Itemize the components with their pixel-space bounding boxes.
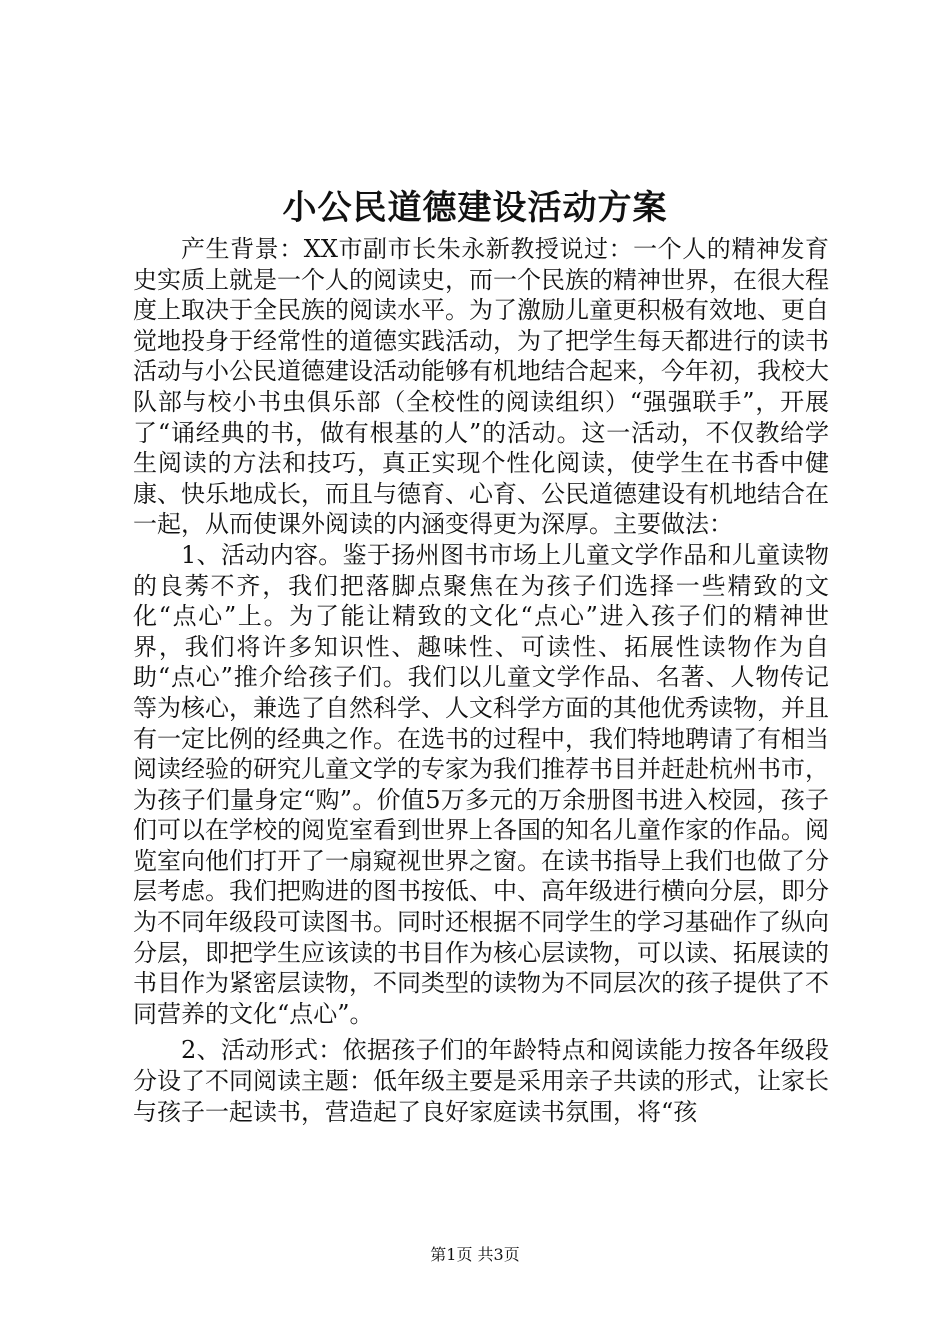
document-body — [133, 234, 829, 1127]
paragraph-background: 产生背景：XX市副市长朱永新教授说过：一个人的精神发育史实质上就是一个人的阅读史，而一个民族的精神世界，在很大程度上取决于全民族的阅读水平。为了激励儿童更积极有效地、更自觉地投身于经常性的道德实践活动，为了把学生每天都进行的读书活动与小公民道德建设活动能够有机地结合起来，今年初，我校大队部与校小书虫俱乐部（全校性的阅读组织）“强强联手”，开展了“诵经典的书，做有根基的人”的活动。这一活动，不仅教给学生阅读的方法和技巧，真正实现个性化阅读，使学生在书香中健康、快乐地成长，而且与德育、心育、公民道德建设有机地结合在一起，从而使课外阅读的内涵变得更为深厚。主要做法： — [133, 235, 829, 539]
paragraph-activity-form: 2、活动形式：依据孩子们的年龄特点和阅读能力按各年级段分设了不同阅读主题：低年级主要是采用亲子共读的形式，让家长与孩子一起读书，营造起了良好家庭读书氛围，将“孩 — [133, 1036, 829, 1126]
document-title: 小公民道德建设活动方案 — [282, 188, 668, 228]
page-number-footer: 第1页 共3页 — [430, 1245, 520, 1264]
paragraph-activity-content: 1、活动内容。鉴于扬州图书市场上儿童文学作品和儿童读物的良莠不齐，我们把落脚点聚焦在为孩子们选择一些精致的文化“点心”上。为了能让精致的文化“点心”进入孩子们的精神世界，我们将许多知识性、趣味性、可读性、拓展性读物作为自助“点心”推介给孩子们。我们以儿童文学作品、名著、人物传记等为核心，兼选了自然科学、人文科学方面的其他优秀读物，并且有一定比例的经典之作。在选书的过程中，我们特地聘请了有相当阅读经验的研究儿童文学的专家为我们推荐书目并赶赴杭州书市，为孩子们量身定“购”。价值5万多元的万余册图书进入校园，孩子们可以在学校的阅览室看到世界上各国的知名儿童作家的作品。阅览室向他们打开了一扇窥视世界之窗。在读书指导上我们也做了分层考虑。我们把购进的图书按低、中、高年级进行横向分层，即分为不同年级段可读图书。同时还根据不同学生的学习基础作了纵向分层，即把学生应该读的书目作为核心层读物，可以读、拓展读的书目作为紧密层读物，不同类型的读物为不同层次的孩子提供了不同营养的文化“点心”。 — [133, 540, 829, 1028]
